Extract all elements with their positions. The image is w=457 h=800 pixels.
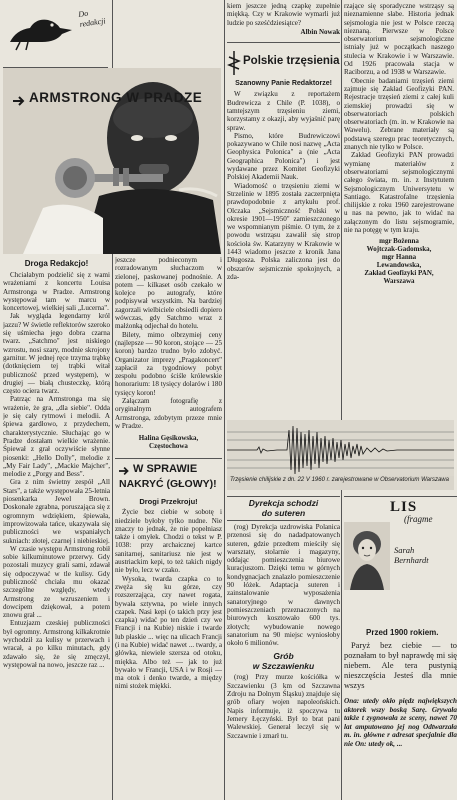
grob-body	[227, 673, 340, 739]
lis-italic-note: Ona: utedy okło piędz największych aktorek wszy boską Sarę. Grywała także t zygnowała ze sceny, nawet 70 lat amputowano jej nog Odtwarzała m. in. główne r adresat specjalnie dla nie On: utedy ok, ...	[344, 697, 457, 748]
letter-paragraph: W związku z reportażem Budrewicza z Chile (P. 1038), o tamtejszym trzęsieniu ziemi, korzystamy z okazji, aby wyjaśnić parę spraw.	[227, 90, 340, 132]
arrow-icon	[13, 94, 27, 108]
sarah-name-line2: Bernhardt	[394, 554, 429, 565]
grob-header	[227, 652, 340, 671]
signature-city: Częstochowa	[149, 442, 188, 451]
letter-continued	[115, 256, 222, 430]
editorial-corner-logo	[3, 2, 108, 68]
armstrong-banner	[3, 2, 221, 256]
letter-paragraph: Patrząc na Armstronga ma się wrażenie, że gra, „dla siebie". Odda je się cały rytmowi i melodii. A śpiewa gardłowo, z przydechem, charakterystycznie. Słuchając go w Pradze dostałam wielkie wrażenie. Śpiewał z grał oczywiście słynne piosenki: „Hello Dolly", melodie z „My Fair Lady", „Mackie Majcher", melodie z „Porgy and Bess".	[3, 395, 110, 479]
letter-paragraph: rzające się sporadyczne wstrząsy są nieznamienne słabe. Historia jednak sejsmologia nie jest w Polsce rzeczą nieznaną. Pierwsze w Polsce obserwatorium sejsmologiczne istniały już w początkach naszego stulecia w Krakowie i w Warszawie. Od 1926 pracowała stacja w Raciborzu, a od 1938 w Warszawie.	[344, 2, 454, 77]
portrait-illustration	[344, 522, 390, 590]
letter-paragraph: Wysoka, twarda czapka co to zwęża się ku górze, czy rozszerzająca, czy nawet rogata, bywała sztywna, po wiele innych czapek. Nasi kepi (o takich przy jest czapka) widać po ten dzień czy we Francji i na Kubie) niskie i twarde lub płaskie ... więc na ulicach Francji (i na Kubie) widać nawet ... twardy, a główka, niewiele szersza od otoku, miękka. Albo też — jak to już bywało w Francji, USA i w Rosji — ma otok i denko twarde, a między nimi stożek miękki.	[115, 574, 222, 691]
polskie-body	[227, 90, 340, 281]
seismograph-wave-icon	[227, 51, 241, 75]
letter-body	[3, 271, 110, 669]
letter-ending	[227, 2, 340, 27]
seismogram-caption: Trzęsienie chilijskie z dn. 22 V 1960 r. zarejestrowane w Observatorium Warszawa	[230, 477, 449, 483]
lis-subtitle: (fragme	[404, 514, 433, 524]
letter-paragraph: kiem jeszcze jedną czapkę zupełnie miękką. Czy w Krakowie wymarli już ludzie po sześćdziesiątce?	[227, 2, 340, 27]
column-1	[3, 256, 110, 800]
dyrekcja-body	[227, 523, 340, 647]
signature-name: Lewandowska,	[376, 261, 422, 270]
letter-paragraph: Zakład Geofizyki PAN prowadzi wymianę materiałów z obserwatoriami sejsmologicznymi całego świata, m. in. z Instytutem Sejsmologicznym Uniwersytetu w Santiago. Katastrofalne trzęsienia chilijskie z roku 1960 zarejestrowane u nas na pewno, jak to widać na załączonym do listu sejsmogramie, nie na potęgę w tym kraju.	[344, 151, 454, 235]
letter-paragraph: jeszcze podnieconym i rozradowanym słuchaczom w zielonej, paskowanej podnośnie. A potem — kilkaset osób czekało w kolejce po autografy, które podpisywał wszystkim. Na bardziej zagorzali wielbiciele obsiedli dopiero wówczas, gdy Satchmo wraz z małżonką odjechał do hotelu.	[115, 256, 222, 331]
armstrong-title-row	[13, 88, 221, 112]
news-paragraph: (rog) Przy murze kościółka w Szczawienku (3 km od Szczawna Zdroju na Dolnym Śląsku) znajduje się grób ofiary wojen napoleońskich. Napis informuje, iż spoczywa tu Jemery Łęczyński. Był to brat pani Walewskiej. Generał leczył się w Szczawnie i zmarł tu.	[227, 673, 340, 740]
lis-body	[344, 641, 457, 691]
news-paragraph: (rog) Dyrekcja uzdrowiska Polanica przenosi się do nadadpatowanych suteren, gdzie przedtem mieściły się warsztaty, stolarnie i magazyny, oddając pomieszczenia biurowe kuracjuszom. Dzięki temu w górnych kondygnacjach znalazło pomieszczenie 90 łóżek. Adaptacja suteren i zainstalowanie wyposażenia sanatoryjnego w dawnych pomieszczeniach przeznaczonych na biurowych kosztowało 600 tys. złotych; wybudowanie nowego sanatorium na 90 miejsc wyniosłoby około 6 milionów.	[227, 523, 340, 648]
letter-paragraph: Gra z nim świetny zespół „All Stars", a także występowała 25-letnia piosenkarka Jewel Brown. Doskonale zgrabna, poruszająca się z ogromnym wdziękiem, śpiewała, improwizowała tańce, ukazywała się publiczności we wspaniałych sukniach: złotej, czarnej i niebieskiej.	[3, 478, 110, 545]
arrow-icon	[119, 465, 131, 477]
seismogram-trace	[227, 420, 454, 476]
grob-title-line1: Grób	[273, 651, 294, 662]
sprawie-title-line1: W SPRAWIE	[133, 463, 198, 476]
letter-paragraph: Obecnie badaniami trzęsień ziemi zajmuje się Zakład Geofizyki PAN. Rejestracje trzęsień ziemi z całej kuli ziemskiej prowadzi się w obserwatoriach polskich obserwatoriach (m. in. w Krakowie na Wawelu). Zebrane materiały są podstawą szeregu prac teoretycznych, znanych nie tylko w Polsce.	[344, 76, 454, 152]
column-4	[344, 2, 454, 420]
przed-heading: Przed 1900 rokiem.	[366, 628, 439, 637]
letter-paragraph: Bilety, mimo olbrzymiej ceny (najlepsze — 90 koron, stojące — 25 koron) bardzo trudno było zdobyć. Organizator imprezy „Pragakoncert" zapłacił za tygodniowy pobyt zespołu podobno ściśle królewskie honorarium: 18 tysięcy dolarów i 180 tysięcy koron!	[115, 330, 222, 397]
grob-title-line2: w Szczawienku	[252, 660, 315, 671]
seismogram-figure	[227, 420, 454, 490]
armstrong-title: ARMSTRONG W PRADZE	[29, 90, 203, 105]
letter-paragraph: W czasie występu Armstrong robił sobie kilkuminutowe przerwy. Gdy pozostali muzycy grali sami, zdawał się odpoczywać w tle kulisy. Gdy publiczność chciała mu okazać szczególne względy, wtedy Armstrong ze wzruszeniem i dowcipem dziękował, a potem znowu grał ...	[3, 544, 110, 620]
lis-story	[344, 628, 457, 749]
polskie-greeting: Szanowny Panie Redaktorze!	[235, 79, 332, 87]
signature-name: Halina Gęsikowska,	[138, 434, 199, 443]
polskie-header	[227, 42, 340, 78]
story-paragraph: Paryż bez ciebie — to poznałam to był naprawdę mi się niebem. Ale tera pustynią nieszczęścia Jesteś dla mnie wszys	[344, 641, 457, 690]
polskie-title: Polskie trzęsienia	[243, 54, 340, 67]
letter-paragraph: Jak wygląda legendarny król jazzu? W świetle reflektorów szeroko się uśmiecha jego dobra czarna twarz. „Satchmo" jest niskiego wzrostu, nosi szary, modnie skrojony garnitur. W jednej ręce trzyma trąbkę (dotknięciem tej trąbki witał publiczność przed występem), w drugiej — białą chusteczkę, którą często ociera twarz.	[3, 312, 110, 396]
letter-paragraph: Entuzjazm czeskiej publiczności był ogromny. Armstrong kilkakrotnie wychodził za kulisy w przerwach i wracał, a po kilku minutach, gdy zdawało się, że się zmęczył, występował na nowo, jeszcze raz ...	[3, 619, 110, 669]
sprawie-title-line2: NAKRYĆ (GŁOWY)!	[119, 478, 217, 491]
dyrekcja-title-line2: do suteren	[261, 507, 306, 518]
letter-paragraph: Załączam fotografię z oryginalnym autografem Armstronga, zdobytym przeze mnie w Pradze.	[115, 397, 222, 430]
column-rule	[224, 0, 225, 800]
dyrekcja-header	[227, 496, 340, 521]
signature-city: Warszawa	[383, 277, 415, 286]
corner-text: Do redakcji	[77, 8, 107, 29]
letter-paragraph: Chciałabym podzielić się z wami wrażeniami z koncertu Louisa Armstronga w Pradze. Armstrong występował tam w marcu w koncertowej, wielkiej sali „Lucerna".	[3, 271, 110, 313]
sarah-caption	[394, 546, 456, 565]
polskie-continued	[344, 2, 454, 234]
sarah-portrait	[344, 522, 390, 590]
sprawie-greeting: Drogi Przekroju!	[139, 497, 198, 507]
column-2	[115, 256, 222, 800]
letter-paragraph: Życie bez ciebie w sobotę i niedziele byłoby tylko nudne. Nie znaczy to jednak, że nie popełniasz także i omyłek. Chodzi o tekst w P. 1038: przy archaicznej kartce sanitarnej, sanitariusz nie jest w austriackim kepi, to też takich nigdy nie było, lecz w czako.	[115, 508, 222, 575]
column-4-lower	[344, 496, 457, 800]
lis-header	[344, 496, 457, 522]
signature-name: Wojtczak-Gadomska,	[366, 245, 432, 254]
signature-name: mgr Bożenna	[379, 237, 419, 246]
letter-paragraph: Pismo, które Budrewiczowi pokazywano w Chile nosi nazwę „Acta Geophysica Polonica" a (nie „Acta Geographica Polonica") i jest wydawane przez Komitet Geofizyki Polskiej Akademii Nauk.	[227, 131, 340, 182]
sprawie-header	[115, 458, 222, 494]
letter-greeting: Droga Redakcjo!	[24, 259, 89, 268]
signature-institution: Zakład Geofizyki PAN,	[364, 269, 434, 278]
lis-title: LIS	[390, 499, 418, 515]
bird-icon	[6, 12, 76, 52]
column-rule	[341, 0, 342, 800]
sprawie-body	[115, 508, 222, 691]
dyrekcja-title-line1: Dyrekcja schodzi	[248, 498, 319, 508]
column-3-lower	[227, 496, 340, 800]
letter-paragraph: Wiadomość o trzęsieniu ziemi w Strzelinie w 1895 została zaczerpnięta prawdopodobnie z artykułu prof. Olczaka „Sejsmiczność Polski w okresie 1901—1950" zamieszczonego we wspomnianym piśmie. O tym, że z powodu wstrząsu zawalił się strop kościoła św. Katarzyny w Krakowie w 1443 wiadomo jeszcze z kronik Jana Długosza. Polska zaliczona jest do obszarów sejsmicznie spokojnych, a zda-	[227, 181, 340, 281]
signature-name: mgr Hanna	[381, 253, 417, 262]
signature-name: Albin Nowak	[300, 27, 340, 36]
sarah-name-line1: Sarah	[394, 545, 415, 555]
